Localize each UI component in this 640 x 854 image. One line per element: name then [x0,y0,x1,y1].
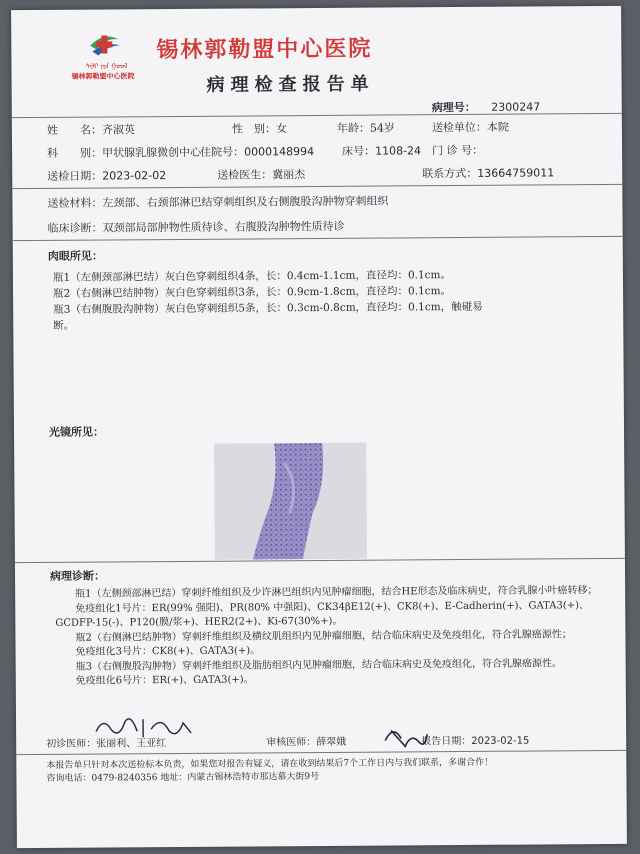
review-doctor-value: 薛翠娥 [316,736,347,749]
age-label: 年龄： [336,121,370,135]
diagnosis-paragraph: 瓶3（右侧腹股沟肿物）穿刺纤维组织及脂肪组织内见肿瘤细胞，结合临床病史及免疫组化，符合乳腺癌源性。 [75,657,563,673]
diagnosis-paragraph: 瓶1（左侧颈部淋巴结）穿刺纤维组织及少许淋巴组织内见肿瘤细胞，结合HE形态及临床病史，符合乳腺小叶癌转移； [75,585,598,600]
diagnosis-paragraph: 免疫组化3号片：CK8(+)、GATA3(+)。 [75,645,261,658]
dept-value: 甲状腺乳腺微创中心 [102,145,202,160]
review-doctor-field [266,733,346,749]
bed-no-label: 床号： [342,144,376,158]
outpatient-no-field [432,142,483,158]
divider [12,113,622,118]
pathology-number-value: 2300247 [491,100,541,114]
specimen-value: 左颈部、右颈部淋巴结穿刺组织及右侧腹股沟肿物穿刺组织 [102,194,389,210]
divider [16,750,626,755]
report-date-value: 2023-02-15 [471,735,530,747]
report-sheet [11,6,627,848]
sender-unit-field [432,119,509,136]
date-label: 送检日期： [47,169,103,183]
age-value: 54岁 [369,121,395,135]
sender-unit-value: 本院 [486,120,509,134]
gross-line: 瓶1（左侧颈部淋巴结）灰白色穿刺组织4条，长：0.4cm-1.1cm，直径均：0.1cm。 [52,269,452,284]
dept-label: 科 别： [47,146,103,160]
tissue-image [214,443,367,560]
name-value: 齐淑英 [101,123,135,137]
inpatient-no-value: 0000148994 [244,145,315,159]
sender-unit-label: 送检单位： [431,120,487,135]
report-date-label: 报告日期： [421,735,472,748]
inpatient-no-field [200,143,314,160]
first-doctor-field [46,734,166,750]
hospital-logo [71,29,141,89]
clinical-diagnosis-field [48,218,345,236]
microscopy-section-title: 光镜所见： [48,425,105,439]
gross-section-title: 肉眼所见： [47,249,103,263]
doctor-label: 送检医生： [217,168,273,182]
doctor-value: 冀丽杰 [272,168,306,182]
review-doctor-label: 审核医师： [266,737,317,749]
gross-description [53,266,593,334]
name-label: 姓 名： [46,123,102,137]
date-field [47,167,166,184]
first-doctor-label: 初诊医师： [46,738,97,750]
specimen-label: 送检材料： [47,196,103,210]
doctor-field [217,166,305,183]
bed-no-field [342,142,421,159]
gross-line: 断。 [53,319,75,332]
hospital-name: 锡林郭勒盟中心医院 [156,35,373,64]
microscopy-image [214,443,367,560]
specimen-field [47,193,388,211]
pathology-diagnosis [55,584,601,689]
first-doctor-value: 张丽利、王亚红 [96,738,167,750]
contact-field [422,164,554,181]
dept-field [47,144,201,161]
diagnosis-paragraph: 瓶2（右侧淋巴结肿物）穿刺纤维组织及横纹肌组织内见肿瘤细胞，结合临床病史及免疫组化，符合乳腺癌源性； [75,628,572,644]
contact-address-text: 咨询电话：0479-8240356 地址：内蒙古锡林浩特市那达慕大街9号 [46,772,320,784]
contact-value: 13664759011 [477,166,555,180]
disclaimer-text: 本报告单只针对本次送检标本负责，如果您对报告有疑义，请在收到结果后7个工作日内与我们联系，多谢合作！ [46,757,494,771]
diagnosis-paragraph: 免疫组化6号片：ER(+)、GATA3(+)。 [75,674,254,687]
name-field [47,121,135,138]
hospital-logo-icon [86,29,122,59]
report-note [46,756,606,786]
clinical-diagnosis-value: 双颈部局部肿物性质待诊、右腹股沟肿物性质待诊 [102,219,345,235]
sex-value: 女 [275,122,287,136]
gross-line: 瓶2（右侧淋巴结肿物）灰白色穿刺组织3条，长：0.9cm-1.8cm，直径均：0.1cm。 [53,285,452,300]
clinical-diagnosis-label: 临床诊断： [47,221,103,235]
report-date-field [421,732,529,748]
bed-no-value: 1108-24 [375,144,422,158]
diagnosis-section-title: 病理诊断： [49,569,106,583]
sex-label: 性 别： [231,122,276,136]
date-value: 2023-02-02 [102,169,167,183]
sex-field [232,120,287,136]
age-field [337,119,395,135]
outpatient-no-label: 门 诊 号： [432,143,484,158]
pathology-number-label: 病理号： [431,100,476,115]
logo-mongolian-text: ᠰᠢᠯᠢ ᠶᠢᠨ ᠭᠣᠣᠯ [85,62,128,71]
divider [12,184,622,189]
divider [13,236,623,241]
logo-hospital-text: 锡林郭勒盟中心医院 [71,71,135,81]
inpatient-no-label: 住院号： [200,145,245,159]
report-title: 病理检查报告单 [206,73,375,96]
contact-label: 联系方式： [422,166,478,181]
gross-line: 瓶3（右侧腹股沟肿物）灰白色穿刺组织5条，长：0.3cm-0.8cm，直径均：0.1cm，触碰易 [53,300,483,316]
diagnosis-paragraph: 免疫组化1号片：ER(99% 强阳)、PR(80% 中强阳)、CK34βE12(+)、CK8(+)、E-Cadherin(+)、GATA3(+)、GCDFP-15(-)、P120(膜/浆+)、HER2(2+)、Ki-67(30%+)。 [55,599,590,629]
